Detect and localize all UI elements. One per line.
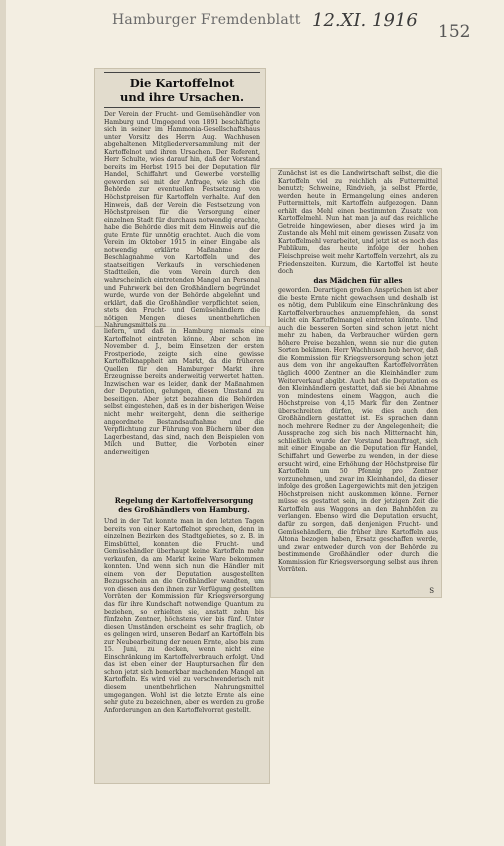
subheading-line-1: Regelung der Kartoffelversorgung — [114, 496, 254, 505]
page-edge-left — [0, 0, 6, 846]
article-column-2-text-b: Und in der Tat konnte man in den letzten Tagen bereits von einer Kartoffelnot sprechen, denn in einzelnen Bezirken des Stadtgebietes, so z. B. in Eimsbüttel, konnten die Frucht- und Gemüsehändler überhaupt keine Kartoffeln mehr verkaufen, da am Markt keine Ware bekommen konnten. Und wenn sich nun die Händler mit einem von der Deputation ausgestellten Bezugsschein an die Großhändler wandten, um von diesen aus den ihnen zur Verfügung gestellten Vorräten der Kommission für Kriegsversorgung das für ihre Kundschaft notwendige Quantum zu beziehen, so erhielten sie, anstatt zehn bis fünfzehn Zentner, höchstens vier bis fünf. Unter diesen Umständen erscheint es sehr fraglich, ob es gelingen wird, unseren Bedarf an Kartoffeln bis zur Neubearbeitung der neuen Ernte, also bis zum 15. Juni, zu decken, wenn nicht eine Einschränkung im Kartoffelverbrauch erfolgt. Und das ist eben einer der Hauptursachen für den schon jetzt sich bemerkbar machenden Mangel an Kartoffeln. Es wird viel zu verschwenderisch mit diesem unentbehrlichen Nahrungsmittel umgegangen. Wohl ist die letzte Ernte als eine sehr gute zu bezeichnen, aber es werden zu große Anforderungen an den Kartoffelvorrat gestellt. — [104, 518, 264, 714]
article-column-3-text-b: geworden. Derartigen großen Ansprüchen ist aber die beste Ernte nicht gewachsen und deshalb ist es nötig, dem Publikum eine Einschränkung des Kartoffelverbrauches anzuempfehlen, da sonst leicht ein Kartoffelmangel eintreten könnte. Und auch die besseren Sorten sind schon jetzt nicht mehr zu haben, da Verbraucher würden gern höhere Preise bezahlen, wenn sie nur die guten Sorten bekämen. Herr Wachhusen hob hervor, daß die Kommission für Kriegsversorgung schon jetzt aus dem von ihr angekauften Kartoffelvorräten täglich 4000 Zentner an die Kleinhändler zum Weiterverkauf abgibt. Auch hat die Deputation es den Kleinhändlern gestattet, daß sie bei Abnahme von mindestens einem Waggon, auch die Höchstpreise von 4,15 Mark für den Zentner überschreiten dürfen, wie dies auch den Großhändlern gestattet ist. Es sprachen dann noch mehrere Redner zu der Angelegenheit; die Aussprache zog sich bis nach Mitternacht hin, schließlich wurde der Vorstand beauftragt, sich mit einer Eingabe an die Deputation für Handel, Schiffahrt und Gewerbe zu wenden, in der diese ersucht wird, eine Erhöhung der Höchstpreise für Kartoffeln um 50 Pfennig pro Zentner vorzunehmen, und zwar im Kleinhandel, da dieser infolge des großen Lagergewichts mit den jetzigen Höchstpreisen nicht auskommen könne. Ferner müsse es gestattet sein, in der jetzigen Zeit die Kartoffeln aus Waggons an den Bahnhöfen zu verlangen. Ebenso wird die Deputation ersucht, dafür zu sorgen, daß denjenigen Frucht- und Gemüsehändlern, die früher ihre Kartoffeln aus Altona bezogen haben, Ersatz geschaffen werde, und zwar entweder durch von der Behörde zu bestimmende Großhändler oder durch die Kommission für Kriegsversorgung selbst aus ihren Vorräten. — [278, 287, 438, 574]
handwritten-date: 12.XI. 1916 — [312, 10, 418, 31]
publication-name: Hamburger Fremdenblatt — [112, 12, 301, 28]
subheading-line-2: des Großhändlers von Hamburg. — [118, 505, 250, 514]
article-title-line-2: und ihre Ursachen. — [120, 90, 244, 104]
article-column-3-text: Zunächst ist es die Landwirtschaft selbst, die die Kartoffeln viel zu reichlich als Futtermittel benutzt; Schweine, Rindvieh, ja selbst Pferde, werden heute in Ermangelung eines anderen Futtermittels, mit Kartoffeln aufgezogen. Dann erhält das Mehl einen bestimmten Zusatz von Kartoffelmehl. Nun hat man ja auf das reichliche Getreide hingewiesen, aber dieses wird ja im Zustande als Mehl mit einem gewissen Zusatz von Kartoffelmehl verarbeitet, und jetzt ist es noch das Publikum, das heute infolge der hohen Fleischpreise weit mehr Kartoffeln verzehrt, als zu Friedenszeiten. Kurzum, die Kartoffel ist heute doch — [278, 170, 438, 276]
article-column-3 — [278, 170, 438, 595]
article-column-2-text: liefern, und daß in Hamburg niemals eine Kartoffelnot eintreten könne. Aber schon im November d. J., beim Einsetzen der ersten Frostperiode, zeigte sich eine gewisse Kartoffelknappheit am Markt, da die früheren Quellen für den Hamburger Markt ihre Erzeugnisse bereits anderweitig verwertet hatten. Inzwischen war es leider, dank der Maßnahmen der Deputation, gelungen, diesen Umstand zu beseitigen. Aber jetzt bezahnen die Behörden selbst eingestehen, daß es in der bisherigen Weise nicht mehr weitergeht, denn die seitherige angeordnete Bestandsaufnahme und die Verpflichtung zur Führung von Büchern über den Lagerbestand, das sind, nach den Beispielen von Milch und Butter, die Vorboten einer anderweitigen — [104, 328, 264, 456]
column-3-subheading: das Mädchen für alles — [313, 276, 403, 285]
title-rule-top — [104, 72, 260, 73]
article-title-line-1: Die Kartoffelnot — [129, 76, 235, 90]
title-rule-bottom — [104, 107, 260, 108]
article-signature: S — [429, 587, 434, 595]
article-column-1-text: Der Verein der Frucht- und Gemüsehändler von Hamburg und Umgegend von 1891 beschäftigte sich in seiner im Hammonia-Gesellschaftshaus unter Vorsitz des Herrn Aug. Wachhusen abgehaltenen Mitgliederversammlung mit der Kartoffelnot und ihren Ursachen. Der Referent, Herr Schulte, wies darauf hin, daß der Vorstand bereits im Herbst 1915 bei der Deputation für Handel, Schiffahrt und Gewerbe vorstellig geworden sei mit der Anfrage, wie sich die Behörde zur eventuellen Festsetzung von Höchstpreisen für Kartoffeln verhalte. Auf den Hinweis, daß der Verein die Festsetzung von Höchstpreisen für die Versorgung einer einzelnen Stadt für durchaus notwendig erachte, habe die Behörde dies mit dem Hinweis auf die gute Ernte für unnötig erachtet. Auch die vom Verein im Oktober 1915 in einer Eingabe als notwendig erklärte Maßnahme der Beschlagnahme von Kartoffeln und des staatseitigen Verkaufs in verschiedenen Stadtteilen, die vom Verein durch den wahrscheinlich eintretenden Mangel an Personal und Fuhrwerk bei den Großhändlern begründet wurde, wurde von der Behörde abgelehnt und erklärt, daß die Großhändler verpflichtet seien, stets den Frucht- und Gemüsehändlern die nötigen Mengen dieses unentbehrlichen Nahrungsmittels zu — [104, 111, 260, 330]
article-column-2 — [104, 326, 264, 784]
article-column-1 — [104, 72, 260, 330]
page-number: 152 — [438, 22, 471, 42]
